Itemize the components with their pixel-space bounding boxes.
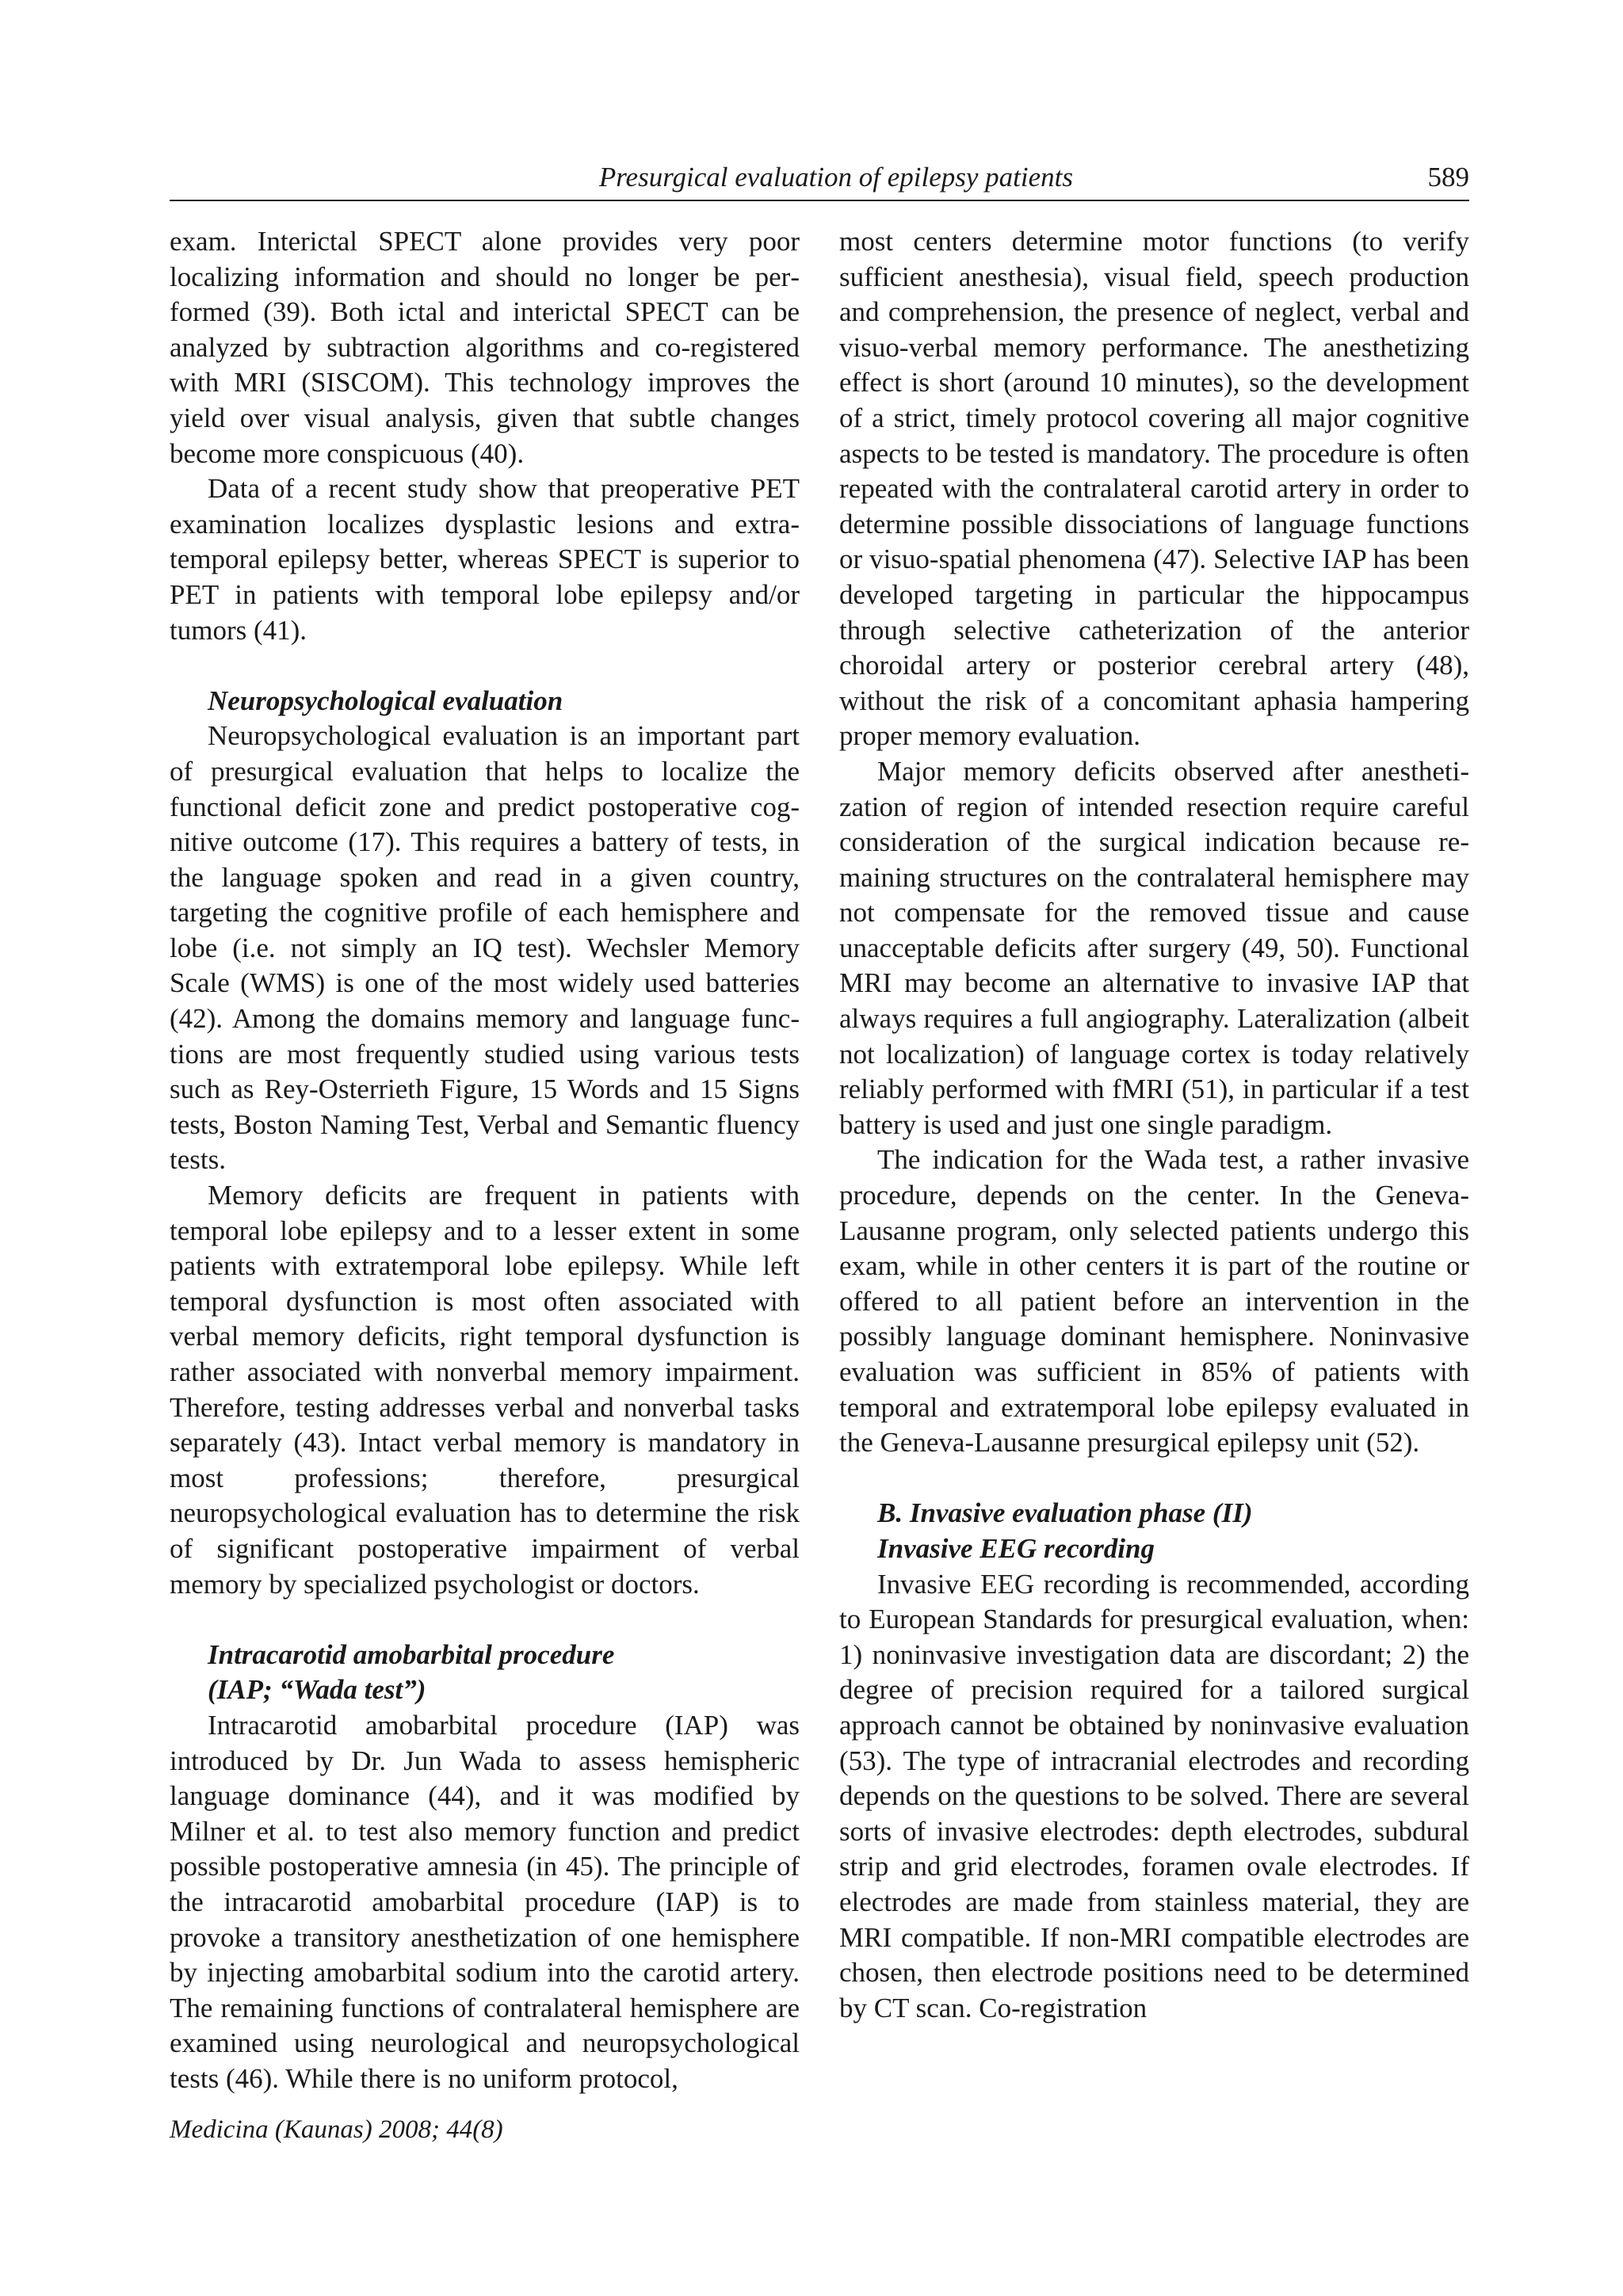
section-heading-line: Intracarotid amobarbital procedure [208, 1638, 615, 1670]
paragraph: most centers determine motor functions (to verify sufficient anesthesia), visual field, speech production and comprehension, the presence of neglect, verbal and visuo-verbal memory performance. The anesthetizing effect is short (around 10 minutes), so the development of a strict, timely protocol covering all major cognitive aspects to be tested is mandatory. The procedure is often repeated with the contralateral carotid artery in order to determine possible dissociations of language functions or visuo-spatial phenomena (47). Selective IAP has been developed targeting in particular the hippocampus through selective catheterization of the anterior choroidal artery or posterior cerebral artery (48), without the risk of a concomitant aphasia hampering proper memory evaluation. [839, 226, 1469, 752]
section-heading-invasive-eeg: Invasive EEG recording [877, 1532, 1155, 1564]
paragraph: Invasive EEG recording is recommended, according to European Standards for presurgical evaluation, when: 1) noninvasive investigation data are discordant; 2) the degree of precision required for a tailored surgical approach cannot be obtained by noninvasive evaluation (53). The type of intracranial electrodes and recording depends on the questions to be solved. There are several sorts of invasive electrodes: depth electrodes, subdural strip and grid electrodes, foramen ovale electrodes. If electrodes are made from stainless material, they are MRI compatible. If non-MRI compatible electrodes are chosen, then electrode positions need to be determined by CT scan. Co-registration [839, 1568, 1469, 2023]
section-heading-line: (IAP; “Wada test”) [208, 1674, 426, 1706]
paragraph: Memory deficits are frequent in patients with temporal lobe epilepsy and to a lesser extent in some patients with extratemporal lobe epilepsy. While left temporal dysfunction is most often associated with verbal memory deficits, right temporal dysfunction is rather associated with nonverbal memory impairment. Therefore, testing addresses verbal and nonverbal tasks separately (43). Intact verbal memory is mandatory in most professions; therefore, presurgical neuropsychological evaluation has to determine the risk of significant postoperative impairment of verbal memory by specialized psychologist or doctors. [170, 1180, 800, 1600]
paragraph: exam. Interictal SPECT alone provides very poor localizing information and should no longer be performed (39). Both ictal and interictal SPECT can be analyzed by subtraction algorithms and co-registered with MRI (SISCOM). This technology improves the yield over visual analysis, given that subtle changes become more conspicuous (40). [170, 226, 800, 469]
section-heading-invasive-phase: B. Invasive evaluation phase (II) [877, 1497, 1253, 1529]
paragraph: Data of a recent study show that preoperative PET examination localizes dysplastic lesions and extratemporal epilepsy better, whereas SPECT is superior to PET in patients with temporal lobe epilepsy and/or tumors (41). [170, 473, 800, 646]
paragraph: Intracarotid amobarbital procedure (IAP) was introduced by Dr. Jun Wada to assess hemispheric language dominance (44), and it was modified by Milner et al. to test also memory function and predict possible postoperative amnesia (in 45). The principle of the intracarotid amobarbital procedure (IAP) is to provoke a transitory anesthetization of one hemisphere by injecting amobarbital sodium into the carotid artery. The remaining functions of contralateral hemisphere are examined using neurological and neuropsychological tests (46). While there is no uniform protocol, [170, 1709, 800, 2094]
running-title: Presurgical evaluation of epilepsy patients [598, 162, 1073, 193]
paragraph: Neuropsychological evaluation is an important part of presurgical evaluation that helps to localize the functional deficit zone and predict postoperative cognitive outcome (17). This requires a battery of tests, in the language spoken and read in a given country, targeting the cognitive profile of each hemisphere and lobe (i.e. not simply an IQ test). Wechsler Memory Scale (WMS) is one of the most widely used batteries (42). Among the domains memory and language functions are most frequently studied using various tests such as Rey-Osterrieth Figure, 15 Words and 15 Signs tests, Boston Naming Test, Verbal and Semantic fluency tests. [170, 720, 800, 1176]
left-column [170, 224, 800, 2096]
right-column [839, 224, 1469, 2026]
paragraph: Major memory deficits observed after anesthetization of region of intended resection require careful consideration of the surgical indication because remaining structures on the contralateral hemisphere may not compensate for the removed tissue and cause unacceptable deficits after surgery (49, 50). Functional MRI may become an alternative to invasive IAP that always requires a full angiography. Lateralization (albeit not localization) of language cortex is today relatively reliably performed with fMRI (51), in particular if a test battery is used and just one single paradigm. [839, 755, 1469, 1140]
page-number: 589 [1427, 162, 1469, 193]
section-heading-iap [170, 1638, 800, 1708]
running-header [170, 158, 1469, 201]
section-heading-neuropsychological: Neuropsychological evaluation [208, 685, 563, 716]
journal-citation: Medicina (Kaunas) 2008; 44(8) [170, 2115, 503, 2144]
paragraph: The indication for the Wada test, a rather invasive procedure, depends on the center. In the Geneva-Lausanne program, only selected patients undergo this exam, while in other centers it is part of the routine or offered to all patient before an intervention in the possibly language dominant hemisphere. Noninvasive evaluation was sufficient in 85% of patients with temporal and extratemporal lobe epilepsy evaluated in the Geneva-Lausanne presurgical epilepsy unit (52). [839, 1144, 1469, 1459]
